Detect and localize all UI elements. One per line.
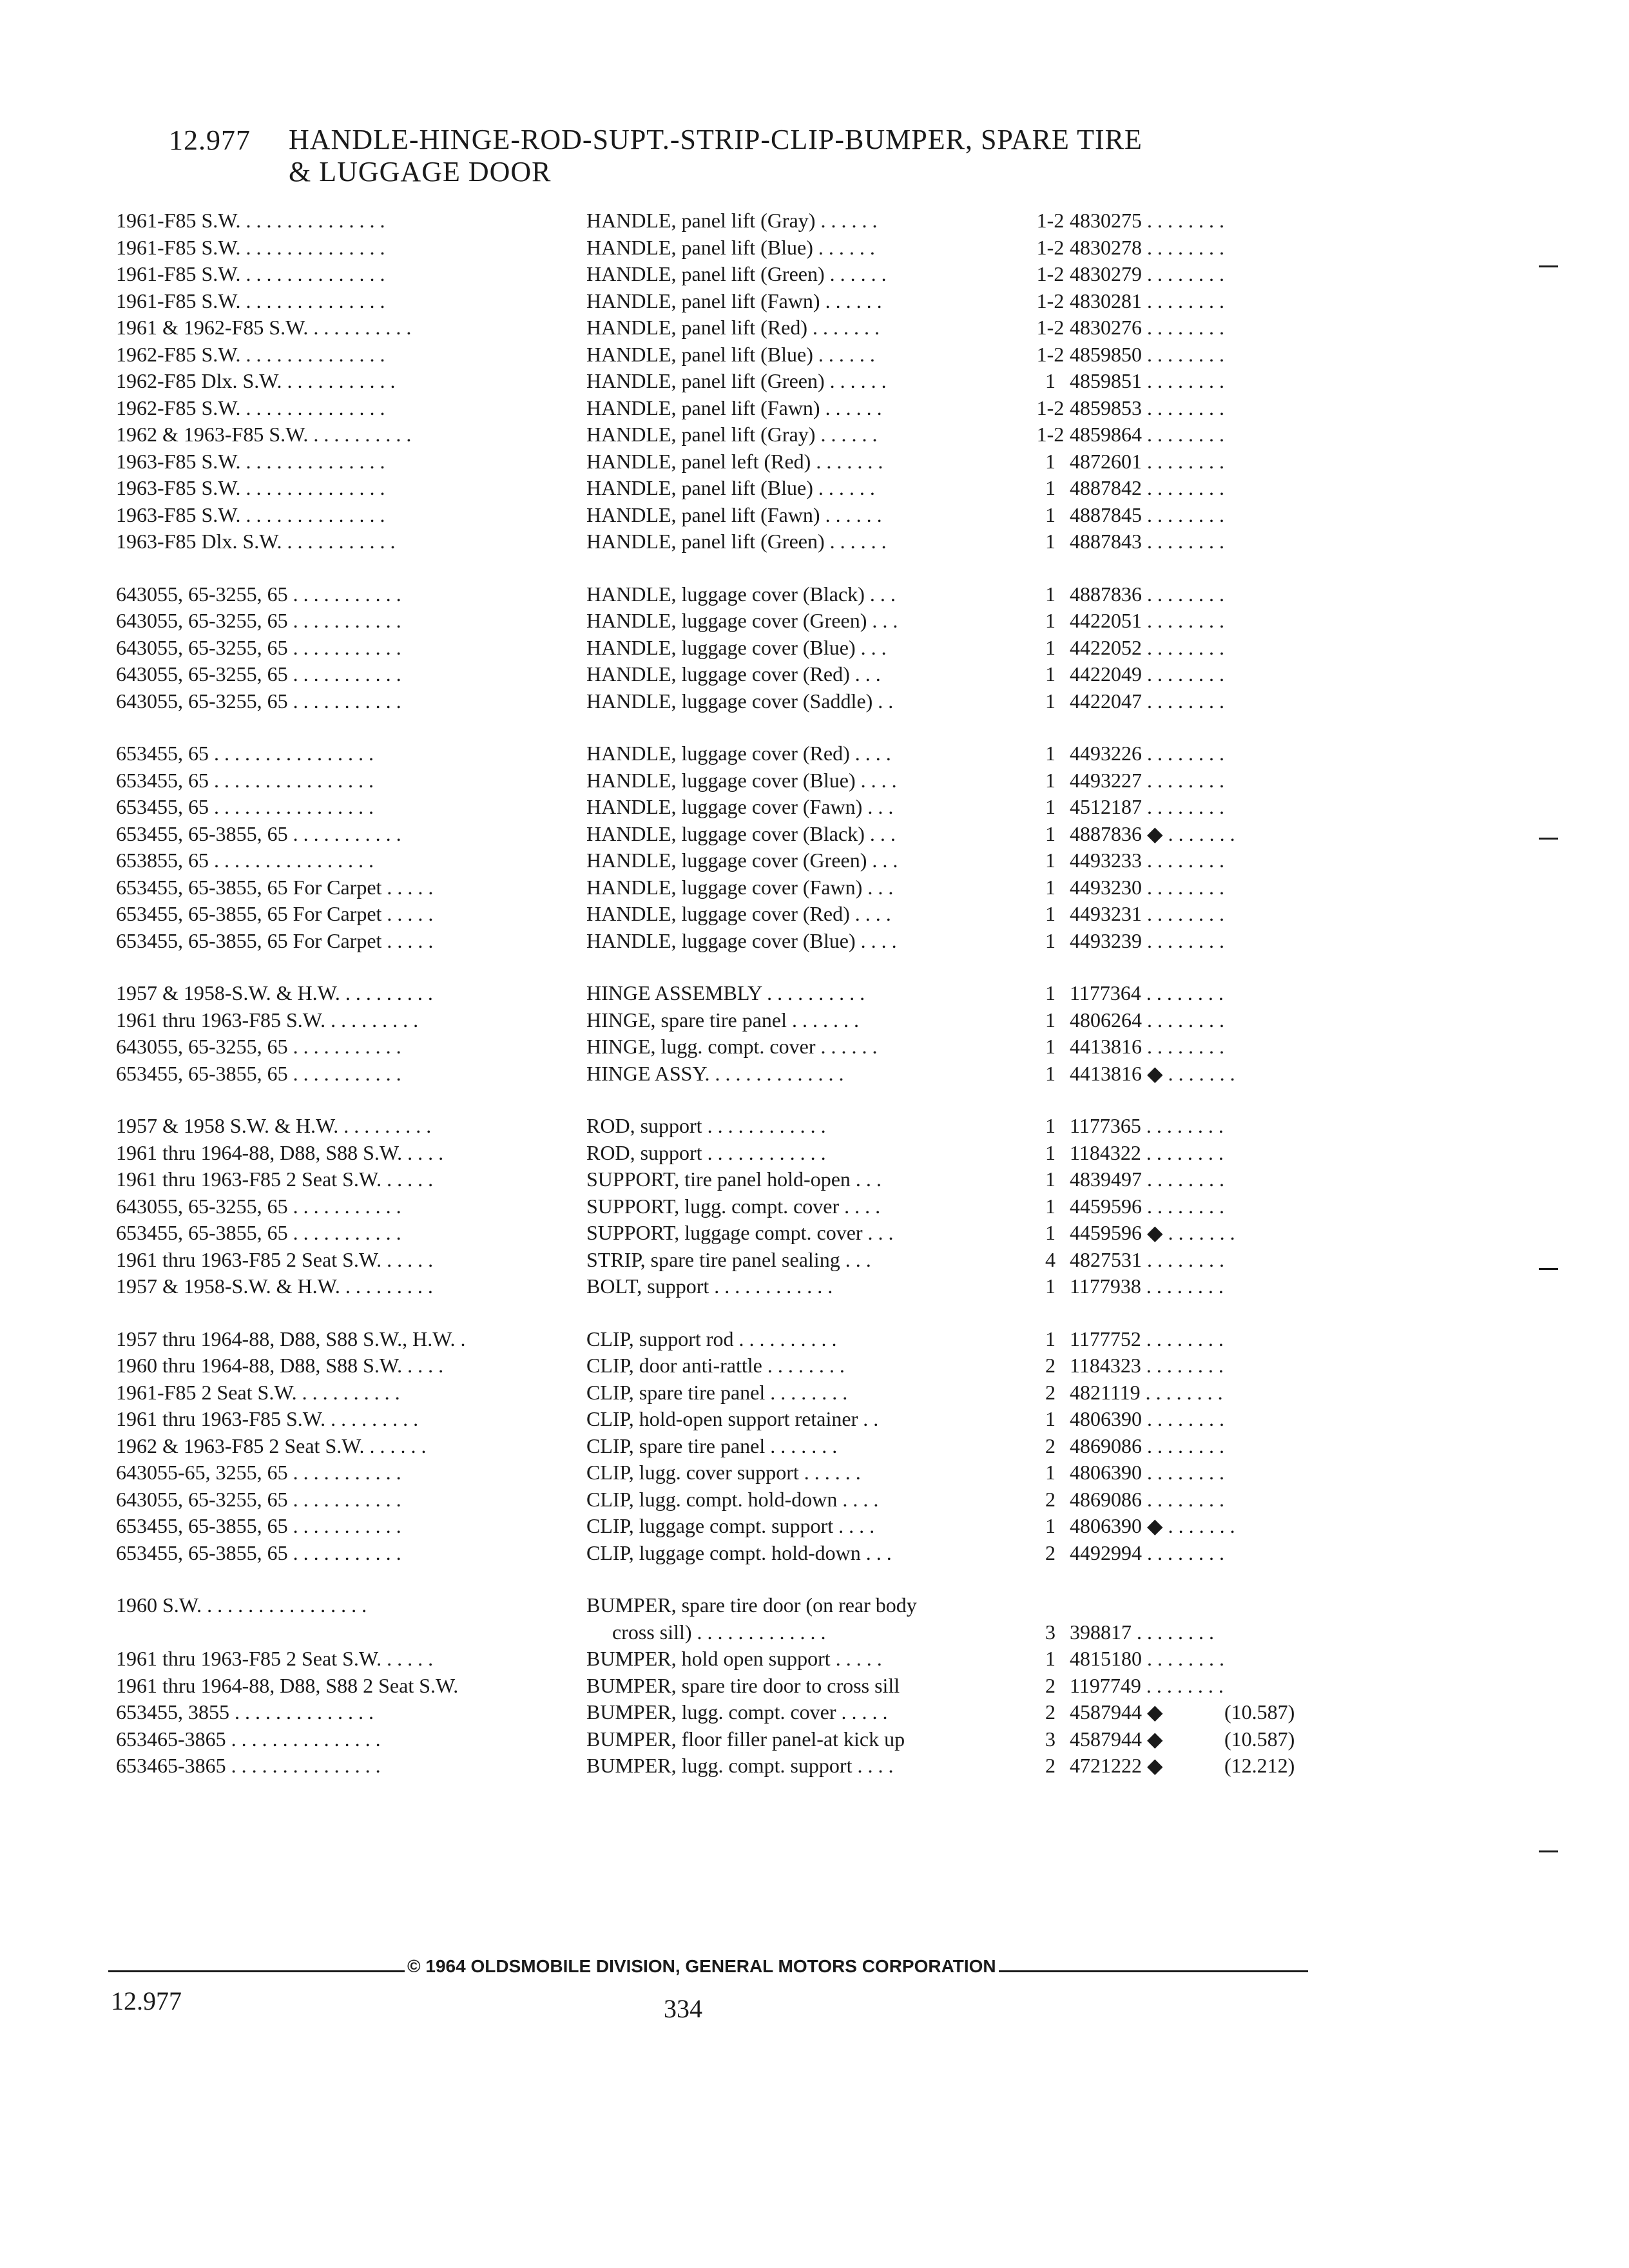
part-description: SUPPORT, tire panel hold-open . . . xyxy=(586,1168,882,1191)
part-quantity: 1 xyxy=(1045,609,1055,632)
part-number: 1177938 . . . . . . . . xyxy=(1070,1274,1224,1298)
part-application: 1957 & 1958-S.W. & H.W. . . . . . . . . . xyxy=(116,981,433,1004)
part-number: 4872601 . . . . . . . . xyxy=(1070,449,1224,473)
part-application: 1960 thru 1964-88, D88, S88 S.W. . . . . xyxy=(116,1354,444,1377)
scan-mark xyxy=(1539,265,1558,267)
part-row xyxy=(116,1193,1340,1220)
part-number: 4413816 ◆ . . . . . . . xyxy=(1070,1061,1235,1085)
part-description: BUMPER, floor filler panel-at kick up xyxy=(586,1727,905,1751)
part-row xyxy=(116,980,1340,1007)
page-title-line-1: HANDLE-HINGE-ROD-SUPT.-STRIP-CLIP-BUMPER, SPARE TIRE xyxy=(289,124,1142,155)
part-number: 4459596 . . . . . . . . xyxy=(1070,1194,1224,1218)
footer-copyright: © 1964 OLDSMOBILE DIVISION, GENERAL MOTORS CORPORATION xyxy=(405,1956,999,1977)
part-description: CLIP, spare tire panel . . . . . . . . xyxy=(586,1380,848,1404)
part-quantity: 1 xyxy=(1045,768,1055,792)
part-number: 4869086 . . . . . . . . xyxy=(1070,1487,1224,1511)
part-quantity: 1 xyxy=(1045,1061,1055,1085)
scan-mark xyxy=(1539,838,1558,840)
part-quantity: 1-2 xyxy=(1036,423,1065,446)
part-description: CLIP, door anti-rattle . . . . . . . . xyxy=(586,1354,845,1377)
part-application: 1963-F85 S.W. . . . . . . . . . . . . . . xyxy=(116,476,385,499)
part-quantity: 1 xyxy=(1045,1168,1055,1191)
part-number: 4887843 . . . . . . . . xyxy=(1070,530,1224,553)
part-row xyxy=(116,341,1340,369)
part-number: 4830279 . . . . . . . . xyxy=(1070,262,1224,285)
part-number: 4422049 . . . . . . . . xyxy=(1070,662,1224,686)
part-application: 643055, 65-3255, 65 . . . . . . . . . . . xyxy=(116,635,401,659)
part-number: 1197749 . . . . . . . . xyxy=(1070,1673,1224,1697)
part-description: HINGE ASSY. . . . . . . . . . . . . . xyxy=(586,1061,844,1085)
part-application: 1957 & 1958 S.W. & H.W. . . . . . . . . . xyxy=(116,1114,432,1137)
part-row xyxy=(116,1646,1340,1673)
part-number: 4587944 ◆ xyxy=(1070,1700,1163,1724)
part-row xyxy=(116,1166,1340,1193)
part-quantity: 1-2 xyxy=(1036,396,1065,419)
part-quantity: 1 xyxy=(1045,662,1055,686)
part-number: 4459596 ◆ . . . . . . . xyxy=(1070,1221,1235,1244)
part-description: CLIP, luggage compt. hold-down . . . xyxy=(586,1541,892,1564)
part-application: 1961-F85 S.W. . . . . . . . . . . . . . . xyxy=(116,262,385,285)
part-row xyxy=(116,1486,1340,1514)
part-number: 4493227 . . . . . . . . xyxy=(1070,768,1224,792)
part-quantity: 4 xyxy=(1045,1247,1055,1271)
part-quantity: 2 xyxy=(1045,1700,1055,1724)
part-number: 4869086 . . . . . . . . xyxy=(1070,1434,1224,1457)
part-number: 1177365 . . . . . . . . xyxy=(1070,1114,1224,1137)
part-description: ROD, support . . . . . . . . . . . . xyxy=(586,1114,826,1137)
part-application: 643055, 65-3255, 65 . . . . . . . . . . . xyxy=(116,1035,401,1058)
part-application: 1957 thru 1964-88, D88, S88 S.W., H.W. . xyxy=(116,1327,466,1350)
part-row xyxy=(116,740,1340,767)
part-application: 1961-F85 S.W. . . . . . . . . . . . . . . xyxy=(116,235,385,259)
scan-mark xyxy=(1539,1268,1558,1270)
part-quantity: 1 xyxy=(1045,369,1055,392)
part-number: 4887842 . . . . . . . . xyxy=(1070,476,1224,499)
part-row xyxy=(116,901,1340,928)
part-row xyxy=(116,1379,1340,1407)
part-application: 1962-F85 S.W. . . . . . . . . . . . . . . xyxy=(116,342,385,366)
part-row xyxy=(116,1406,1340,1433)
part-application: 1961 thru 1963-F85 S.W. . . . . . . . . . xyxy=(116,1407,419,1430)
part-number: 4512187 . . . . . . . . xyxy=(1070,795,1224,818)
part-description: SUPPORT, lugg. compt. cover . . . . xyxy=(586,1194,881,1218)
part-quantity: 1-2 xyxy=(1036,289,1065,312)
part-application: 1960 S.W. . . . . . . . . . . . . . . . . xyxy=(116,1593,367,1617)
part-quantity: 1 xyxy=(1045,928,1055,952)
part-quantity: 1 xyxy=(1045,1114,1055,1137)
part-description: CLIP, lugg. cover support . . . . . . xyxy=(586,1461,861,1484)
part-row xyxy=(116,1140,1340,1167)
part-application: 653455, 65-3855, 65 . . . . . . . . . . . xyxy=(116,1061,401,1085)
part-reference: (12.212) xyxy=(1224,1754,1295,1777)
part-description: HANDLE, panel lift (Blue) . . . . . . xyxy=(586,342,875,366)
part-row xyxy=(116,1007,1340,1034)
part-number: 4859851 . . . . . . . . xyxy=(1070,369,1224,392)
part-description: HANDLE, panel lift (Fawn) . . . . . . xyxy=(586,289,882,312)
part-number: 1184322 . . . . . . . . xyxy=(1070,1140,1224,1164)
part-quantity: 2 xyxy=(1045,1541,1055,1564)
part-reference: (10.587) xyxy=(1224,1700,1295,1724)
part-description: HANDLE, panel lift (Gray) . . . . . . xyxy=(586,209,878,232)
part-description: HANDLE, panel lift (Green) . . . . . . xyxy=(586,262,887,285)
part-row xyxy=(116,1726,1340,1753)
part-description: CLIP, lugg. compt. hold-down . . . . xyxy=(586,1487,879,1511)
part-number: 4493239 . . . . . . . . xyxy=(1070,928,1224,952)
part-description: HANDLE, panel lift (Gray) . . . . . . xyxy=(586,423,878,446)
part-row xyxy=(116,1273,1340,1300)
part-description: HANDLE, luggage cover (Saddle) . . xyxy=(586,689,894,713)
part-application: 1961-F85 S.W. . . . . . . . . . . . . . . xyxy=(116,209,385,232)
part-number: 4806264 . . . . . . . . xyxy=(1070,1008,1224,1032)
part-number: 4587944 ◆ xyxy=(1070,1727,1163,1751)
part-description: HANDLE, luggage cover (Blue) . . . . xyxy=(586,768,897,792)
part-number: 4493231 . . . . . . . . xyxy=(1070,902,1224,925)
part-application: 653455, 65-3855, 65 For Carpet . . . . . xyxy=(116,928,434,952)
part-number: 1177364 . . . . . . . . xyxy=(1070,981,1224,1004)
group-gap xyxy=(116,1566,1340,1592)
part-description: HANDLE, panel lift (Fawn) . . . . . . xyxy=(586,396,882,419)
part-application: 1962-F85 Dlx. S.W. . . . . . . . . . . . xyxy=(116,369,396,392)
part-application: 653465-3865 . . . . . . . . . . . . . . . xyxy=(116,1754,381,1777)
footer-rule-right xyxy=(947,1970,1308,1972)
part-quantity: 2 xyxy=(1045,1434,1055,1457)
part-application: 643055, 65-3255, 65 . . . . . . . . . . . xyxy=(116,582,401,606)
part-quantity: 1 xyxy=(1045,476,1055,499)
part-description: HINGE ASSEMBLY . . . . . . . . . . xyxy=(586,981,865,1004)
part-row xyxy=(116,395,1340,422)
part-row xyxy=(116,1673,1340,1700)
page-title xyxy=(289,124,1142,188)
part-number: 4887845 . . . . . . . . xyxy=(1070,503,1224,526)
part-row xyxy=(116,1033,1340,1061)
part-quantity: 1-2 xyxy=(1036,342,1065,366)
part-description: BUMPER, spare tire door to cross sill xyxy=(586,1673,900,1697)
part-quantity: 1 xyxy=(1045,1327,1055,1350)
part-number: 4830281 . . . . . . . . xyxy=(1070,289,1224,312)
part-description: HANDLE, luggage cover (Fawn) . . . xyxy=(586,875,894,899)
part-description: HINGE, lugg. compt. cover . . . . . . xyxy=(586,1035,878,1058)
part-application: 1961 thru 1963-F85 2 Seat S.W. . . . . . xyxy=(116,1247,434,1271)
page-number: 334 xyxy=(664,1994,702,2023)
part-application: 1961 thru 1963-F85 S.W. . . . . . . . . . xyxy=(116,1008,419,1032)
part-quantity: 1 xyxy=(1045,1035,1055,1058)
part-application: 1962 & 1963-F85 2 Seat S.W. . . . . . . xyxy=(116,1434,427,1457)
part-application: 643055-65, 3255, 65 . . . . . . . . . . . xyxy=(116,1461,401,1484)
part-application: 653455, 65 . . . . . . . . . . . . . . . . xyxy=(116,768,374,792)
part-quantity: 1 xyxy=(1045,1221,1055,1244)
part-row xyxy=(116,661,1340,688)
part-application: 653455, 65-3855, 65 For Carpet . . . . . xyxy=(116,875,434,899)
part-row xyxy=(116,1326,1340,1353)
part-description: CLIP, hold-open support retainer . . xyxy=(586,1407,879,1430)
part-application: 643055, 65-3255, 65 . . . . . . . . . . . xyxy=(116,609,401,632)
part-application: 1963-F85 S.W. . . . . . . . . . . . . . . xyxy=(116,503,385,526)
part-quantity: 1 xyxy=(1045,449,1055,473)
part-number: 4827531 . . . . . . . . xyxy=(1070,1247,1224,1271)
part-quantity: 1 xyxy=(1045,582,1055,606)
part-quantity: 1 xyxy=(1045,1194,1055,1218)
part-quantity: 3 xyxy=(1045,1620,1055,1644)
part-description: HANDLE, luggage cover (Blue) . . . xyxy=(586,635,887,659)
scan-mark xyxy=(1539,1850,1558,1852)
part-number: 4493230 . . . . . . . . xyxy=(1070,875,1224,899)
part-number: 4422051 . . . . . . . . xyxy=(1070,609,1224,632)
part-description: HANDLE, panel lift (Blue) . . . . . . xyxy=(586,476,875,499)
part-number: 4413816 . . . . . . . . xyxy=(1070,1035,1224,1058)
part-number: 4806390 . . . . . . . . xyxy=(1070,1461,1224,1484)
group-gap xyxy=(116,1087,1340,1113)
part-application: 643055, 65-3255, 65 . . . . . . . . . . . xyxy=(116,662,401,686)
part-application: 653855, 65 . . . . . . . . . . . . . . . . xyxy=(116,849,374,872)
part-number: 4422052 . . . . . . . . xyxy=(1070,635,1224,659)
part-quantity: 1 xyxy=(1045,1461,1055,1484)
part-row xyxy=(116,767,1340,794)
part-row xyxy=(116,821,1340,848)
part-number: 4493226 . . . . . . . . xyxy=(1070,742,1224,765)
part-application: 1961 thru 1963-F85 2 Seat S.W. . . . . . xyxy=(116,1647,434,1670)
part-description: HANDLE, luggage cover (Red) . . . . xyxy=(586,902,891,925)
part-row xyxy=(116,1592,1340,1646)
part-quantity: 2 xyxy=(1045,1354,1055,1377)
part-description: HANDLE, panel lift (Fawn) . . . . . . xyxy=(586,503,882,526)
part-row xyxy=(116,1352,1340,1379)
part-row xyxy=(116,1113,1340,1140)
part-application: 643055, 65-3255, 65 . . . . . . . . . . . xyxy=(116,1487,401,1511)
part-quantity: 1 xyxy=(1045,1140,1055,1164)
part-description: ROD, support . . . . . . . . . . . . xyxy=(586,1140,826,1164)
part-number: 4859853 . . . . . . . . xyxy=(1070,396,1224,419)
part-quantity: 1 xyxy=(1045,1514,1055,1537)
part-row xyxy=(116,1513,1340,1540)
part-number: 4830276 . . . . . . . . xyxy=(1070,316,1224,339)
part-number: 4493233 . . . . . . . . xyxy=(1070,849,1224,872)
part-application: 653455, 65-3855, 65 For Carpet . . . . . xyxy=(116,902,434,925)
part-number: 4839497 . . . . . . . . xyxy=(1070,1168,1224,1191)
part-number: 4821119 . . . . . . . . xyxy=(1070,1380,1223,1404)
part-number: 4887836 ◆ . . . . . . . xyxy=(1070,822,1235,845)
part-application: 1961 thru 1964-88, D88, S88 S.W. . . . . xyxy=(116,1140,444,1164)
part-description: SUPPORT, luggage compt. cover . . . xyxy=(586,1221,894,1244)
part-number: 4815180 . . . . . . . . xyxy=(1070,1647,1224,1670)
part-description-line-1: BUMPER, spare tire door (on rear body xyxy=(586,1593,917,1617)
part-row xyxy=(116,928,1340,955)
part-row xyxy=(116,581,1340,608)
part-description: BUMPER, lugg. compt. support . . . . xyxy=(586,1754,894,1777)
part-application: 1961-F85 2 Seat S.W. . . . . . . . . . . xyxy=(116,1380,400,1404)
part-description: HANDLE, panel lift (Blue) . . . . . . xyxy=(586,235,875,259)
part-quantity: 1 xyxy=(1045,1647,1055,1670)
part-quantity: 2 xyxy=(1045,1754,1055,1777)
part-description: CLIP, spare tire panel . . . . . . . xyxy=(586,1434,838,1457)
part-application: 1962 & 1963-F85 S.W. . . . . . . . . . . xyxy=(116,423,412,446)
part-row xyxy=(116,475,1340,502)
part-application: 1961 & 1962-F85 S.W. . . . . . . . . . . xyxy=(116,316,412,339)
group-gap xyxy=(116,1300,1340,1326)
part-row xyxy=(116,874,1340,901)
part-number: 4859850 . . . . . . . . xyxy=(1070,342,1224,366)
part-application: 1957 & 1958-S.W. & H.W. . . . . . . . . . xyxy=(116,1274,433,1298)
part-row xyxy=(116,1220,1340,1247)
part-quantity: 1 xyxy=(1045,689,1055,713)
part-application: 643055, 65-3255, 65 . . . . . . . . . . . xyxy=(116,1194,401,1218)
part-row xyxy=(116,421,1340,448)
part-quantity: 1-2 xyxy=(1036,235,1065,259)
part-number: 4830275 . . . . . . . . xyxy=(1070,209,1224,232)
part-row xyxy=(116,528,1340,555)
part-number: 4492994 . . . . . . . . xyxy=(1070,1541,1224,1564)
part-description: HANDLE, luggage cover (Green) . . . xyxy=(586,609,898,632)
part-row xyxy=(116,1459,1340,1486)
part-number: 4806390 . . . . . . . . xyxy=(1070,1407,1224,1430)
part-row xyxy=(116,235,1340,262)
part-application: 1961 thru 1963-F85 2 Seat S.W. . . . . . xyxy=(116,1168,434,1191)
part-quantity: 1 xyxy=(1045,981,1055,1004)
part-number: 4422047 . . . . . . . . xyxy=(1070,689,1224,713)
part-quantity: 3 xyxy=(1045,1727,1055,1751)
part-row xyxy=(116,1433,1340,1460)
part-description: HANDLE, luggage cover (Fawn) . . . xyxy=(586,795,894,818)
part-quantity: 1 xyxy=(1045,1008,1055,1032)
part-number: 4859864 . . . . . . . . xyxy=(1070,423,1224,446)
group-gap xyxy=(116,954,1340,980)
part-description: HANDLE, panel lift (Green) . . . . . . xyxy=(586,369,887,392)
part-application: 1961-F85 S.W. . . . . . . . . . . . . . . xyxy=(116,289,385,312)
part-description: BUMPER, hold open support . . . . . xyxy=(586,1647,882,1670)
part-description: HANDLE, luggage cover (Black) . . . xyxy=(586,822,896,845)
part-quantity: 2 xyxy=(1045,1487,1055,1511)
page-title-line-2: & LUGGAGE DOOR xyxy=(289,156,552,187)
part-application: 653465-3865 . . . . . . . . . . . . . . . xyxy=(116,1727,381,1751)
part-number: 1184323 . . . . . . . . xyxy=(1070,1354,1224,1377)
part-number: 4830278 . . . . . . . . xyxy=(1070,235,1224,259)
part-number: 4887836 . . . . . . . . xyxy=(1070,582,1224,606)
part-number: 1177752 . . . . . . . . xyxy=(1070,1327,1224,1350)
part-description: HANDLE, panel lift (Red) . . . . . . . xyxy=(586,316,880,339)
part-quantity: 1 xyxy=(1045,902,1055,925)
part-row xyxy=(116,635,1340,662)
part-quantity: 1 xyxy=(1045,503,1055,526)
part-quantity: 1 xyxy=(1045,1407,1055,1430)
part-row xyxy=(116,794,1340,821)
part-row xyxy=(116,502,1340,529)
part-row xyxy=(116,207,1340,235)
part-application: 643055, 65-3255, 65 . . . . . . . . . . . xyxy=(116,689,401,713)
part-application: 1961 thru 1964-88, D88, S88 2 Seat S.W. xyxy=(116,1673,459,1697)
part-description: BOLT, support . . . . . . . . . . . . xyxy=(586,1274,833,1298)
part-application: 653455, 65 . . . . . . . . . . . . . . . . xyxy=(116,742,374,765)
part-application: 653455, 65-3855, 65 . . . . . . . . . . . xyxy=(116,1541,401,1564)
part-quantity: 1 xyxy=(1045,849,1055,872)
part-number: 4806390 ◆ . . . . . . . xyxy=(1070,1514,1235,1537)
part-description: HANDLE, luggage cover (Red) . . . . xyxy=(586,742,891,765)
part-description: HANDLE, luggage cover (Green) . . . xyxy=(586,849,898,872)
part-description: HANDLE, panel lift (Green) . . . . . . xyxy=(586,530,887,553)
part-row xyxy=(116,368,1340,395)
part-quantity: 2 xyxy=(1045,1673,1055,1697)
part-description: STRIP, spare tire panel sealing . . . xyxy=(586,1247,871,1271)
group-gap xyxy=(116,715,1340,740)
group-gap xyxy=(116,555,1340,581)
part-description: CLIP, luggage compt. support . . . . xyxy=(586,1514,875,1537)
part-number: 398817 . . . . . . . . xyxy=(1070,1620,1214,1644)
section-number: 12.977 xyxy=(169,124,251,156)
part-description: BUMPER, lugg. compt. cover . . . . . xyxy=(586,1700,888,1724)
part-row xyxy=(116,448,1340,476)
part-row xyxy=(116,314,1340,341)
footer-rule-left xyxy=(108,1970,411,1972)
part-application: 653455, 3855 . . . . . . . . . . . . . . xyxy=(116,1700,374,1724)
part-quantity: 1 xyxy=(1045,742,1055,765)
part-row xyxy=(116,288,1340,315)
part-application: 1963-F85 Dlx. S.W. . . . . . . . . . . . xyxy=(116,530,396,553)
part-row xyxy=(116,688,1340,715)
part-description-line-2: cross sill) . . . . . . . . . . . . . xyxy=(612,1620,826,1644)
part-row xyxy=(116,1061,1340,1088)
part-quantity: 1 xyxy=(1045,1274,1055,1298)
part-quantity: 1 xyxy=(1045,530,1055,553)
part-row xyxy=(116,1247,1340,1274)
part-row xyxy=(116,261,1340,288)
part-description: HINGE, spare tire panel . . . . . . . xyxy=(586,1008,859,1032)
part-description: CLIP, support rod . . . . . . . . . . xyxy=(586,1327,837,1350)
parts-list xyxy=(116,207,1340,1780)
part-row xyxy=(116,608,1340,635)
part-description: HANDLE, panel left (Red) . . . . . . . xyxy=(586,449,883,473)
part-quantity: 1-2 xyxy=(1036,262,1065,285)
part-quantity: 2 xyxy=(1045,1380,1055,1404)
part-description: HANDLE, luggage cover (Red) . . . xyxy=(586,662,881,686)
part-row xyxy=(116,847,1340,874)
part-description: HANDLE, luggage cover (Black) . . . xyxy=(586,582,896,606)
part-quantity: 1 xyxy=(1045,822,1055,845)
part-application: 1963-F85 S.W. . . . . . . . . . . . . . . xyxy=(116,449,385,473)
part-application: 653455, 65-3855, 65 . . . . . . . . . . . xyxy=(116,1221,401,1244)
part-description: HANDLE, luggage cover (Blue) . . . . xyxy=(586,928,897,952)
part-row xyxy=(116,1540,1340,1567)
footer-section-number: 12.977 xyxy=(111,1986,182,2015)
part-quantity: 1-2 xyxy=(1036,209,1065,232)
part-number: 4721222 ◆ xyxy=(1070,1754,1163,1777)
part-application: 1962-F85 S.W. . . . . . . . . . . . . . . xyxy=(116,396,385,419)
part-application: 653455, 65-3855, 65 . . . . . . . . . . . xyxy=(116,822,401,845)
part-application: 653455, 65-3855, 65 . . . . . . . . . . . xyxy=(116,1514,401,1537)
part-application: 653455, 65 . . . . . . . . . . . . . . . . xyxy=(116,795,374,818)
part-quantity: 1 xyxy=(1045,795,1055,818)
part-reference: (10.587) xyxy=(1224,1727,1295,1751)
part-row xyxy=(116,1699,1340,1726)
part-quantity: 1-2 xyxy=(1036,316,1065,339)
part-quantity: 1 xyxy=(1045,875,1055,899)
part-row xyxy=(116,1753,1340,1780)
part-quantity: 1 xyxy=(1045,635,1055,659)
